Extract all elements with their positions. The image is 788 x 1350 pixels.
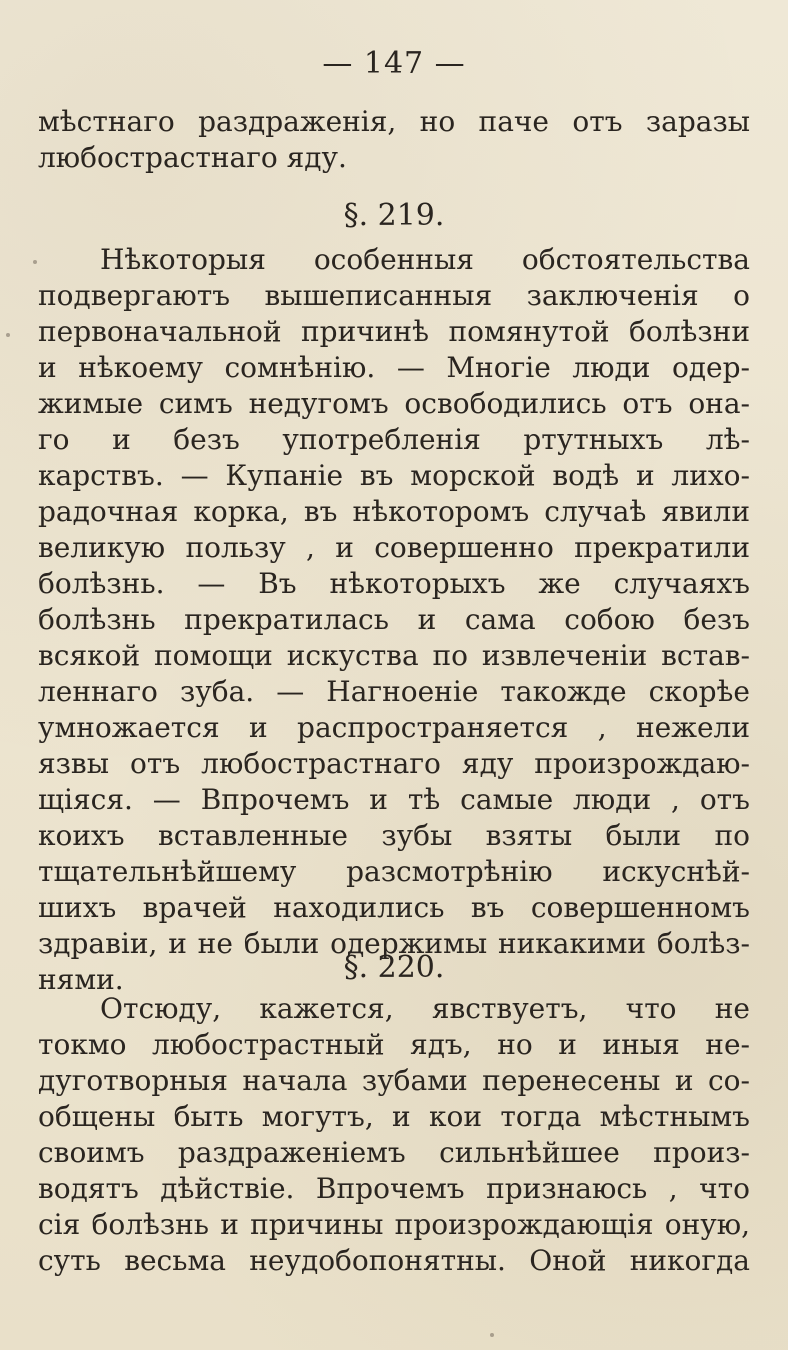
text-line: жимые симъ недугомъ освободились отъ она- xyxy=(38,387,750,420)
text-line: своимъ раздраженіемъ сильнѣйшее произ- xyxy=(38,1136,750,1169)
text-line: язвы отъ любострастнаго яду произрождаю- xyxy=(38,747,750,780)
text-line: подвергаютъ вышеписанныя заключенія о xyxy=(38,279,750,312)
section-220-paragraph xyxy=(38,991,750,1279)
text-line: и нѣкоему сомнѣнію. — Многіе люди одер- xyxy=(38,351,750,384)
text-line: карствъ. — Купаніе въ морской водѣ и лихо- xyxy=(38,459,750,492)
text-line: великую пользу , и совершенно прекратили xyxy=(38,531,750,564)
text-line: всякой помощи искуства по извлеченіи встав- xyxy=(38,639,750,672)
text-line: болѣзнь. — Въ нѣкоторыхъ же случаяхъ xyxy=(38,567,750,600)
text-line: тщательнѣйшему разсмотрѣнію искуснѣй- xyxy=(38,855,750,888)
text-line: го и безъ употребленія ртутныхъ лѣ- xyxy=(38,423,750,456)
text-line: водятъ дѣйствіе. Впрочемъ признаюсь , что xyxy=(38,1172,750,1205)
text-line: коихъ вставленные зубы взяты были по xyxy=(38,819,750,852)
text-line: шихъ врачей находились въ совершенномъ xyxy=(38,891,750,924)
text-line: радочная корка, въ нѣкоторомъ случаѣ явили xyxy=(38,495,750,528)
text-line: токмо любострастный ядъ, но и иныя не- xyxy=(38,1028,750,1061)
text-line: общены быть могутъ, и кои тогда мѣстнымъ xyxy=(38,1100,750,1133)
text-line: дуготворныя начала зубами перенесены и со- xyxy=(38,1064,750,1097)
text-line: умножается и распространяется , нежели xyxy=(38,711,750,744)
text-line: здравіи, и не были одержимы никакими болѣз- xyxy=(38,927,750,960)
section-heading-220: §. 220. xyxy=(343,950,445,985)
paper-speck xyxy=(33,260,37,264)
text-line: любострастнаго яду. xyxy=(38,141,347,174)
text-line: леннаго зуба. — Нагноеніе такожде скорѣе xyxy=(38,675,750,708)
text-line: суть весьма неудобопонятны. Оной никогда xyxy=(38,1244,750,1277)
text-line: мѣстнаго раздраженія, но паче отъ заразы xyxy=(38,105,750,138)
text-line: Нѣкоторыя особенныя обстоятельства xyxy=(100,243,750,276)
paper-speck xyxy=(430,908,434,912)
text-line: щіяся. — Впрочемъ и тѣ самые люди , отъ xyxy=(38,783,750,816)
section-heading-219: §. 219. xyxy=(343,198,445,233)
text-line: сія болѣзнь и причины произрождающія оную, xyxy=(38,1208,750,1241)
text-line: Отсюду, кажется, явствуетъ, что не xyxy=(100,992,750,1025)
paper-speck xyxy=(6,333,10,337)
paper-speck xyxy=(490,1333,494,1337)
text-line: нями. xyxy=(38,963,124,996)
text-line: болѣзнь прекратилась и сама собою безъ xyxy=(38,603,750,636)
text-line: первоначальной причинѣ помянутой болѣзни xyxy=(38,315,750,348)
section-219-paragraph xyxy=(38,242,750,998)
page-number: — 147 — xyxy=(322,46,466,81)
intro-paragraph xyxy=(38,104,750,176)
paper-speck xyxy=(704,128,708,132)
